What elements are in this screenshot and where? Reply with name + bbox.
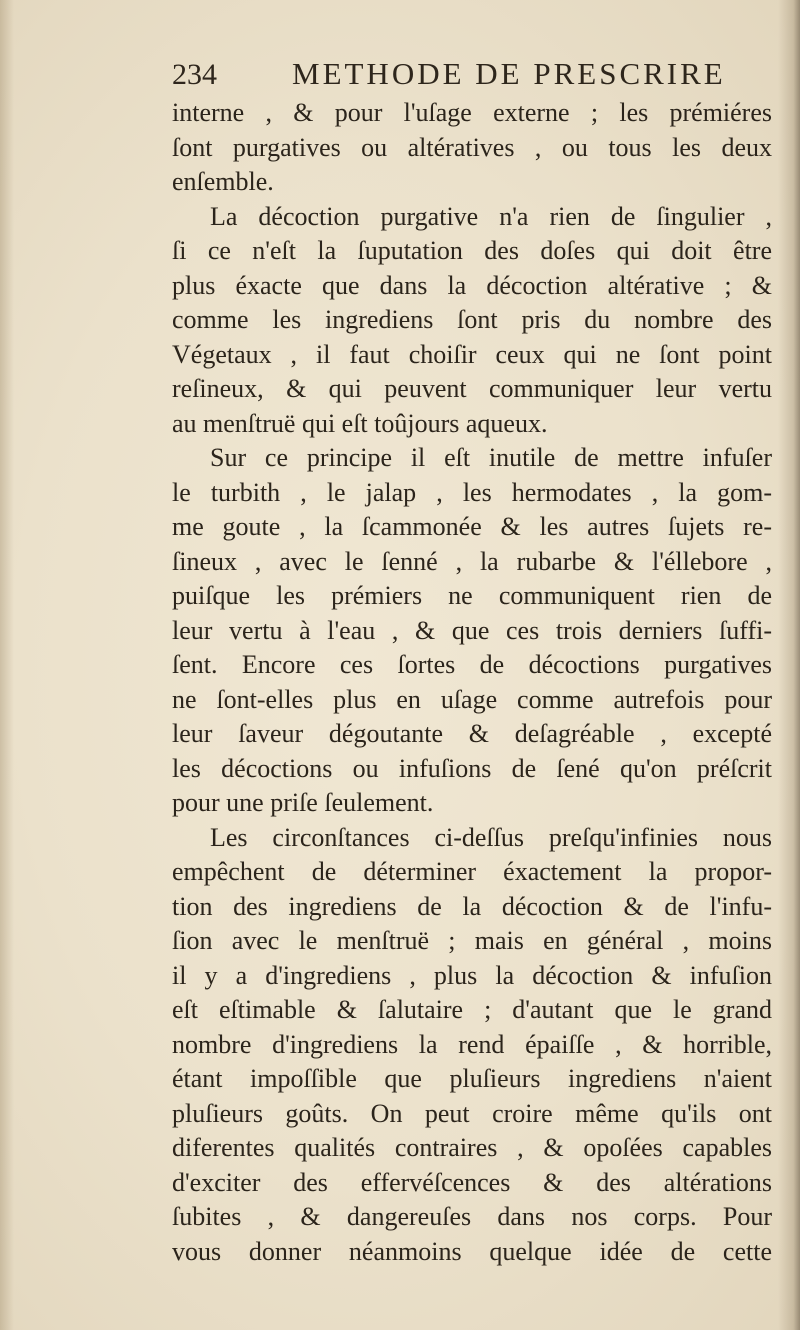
- text-line: ſi ce n'eſt la ſuputation des doſes qui doit être: [172, 236, 772, 265]
- text-line: Végetaux , il faut choiſir ceux qui ne ſont point: [172, 339, 772, 369]
- text-line: ſont purgatives ou altératives , ou tous les deux: [172, 132, 772, 162]
- text-line: vous donner néanmoins quelque idée de cette: [172, 1236, 772, 1266]
- text-line: ne ſont-elles plus en uſage comme autrefois pour: [172, 684, 772, 714]
- spine-shadow: [778, 0, 800, 1330]
- text-line: nombre d'ingrediens la rend épaiſſe , & horrible,: [172, 1029, 772, 1059]
- page-number: 234: [172, 58, 217, 91]
- text-line: ſent. Encore ces ſortes de décoctions purgatives: [172, 650, 772, 679]
- text-line: interne , & pour l'uſage externe ; les prémiéres: [172, 98, 772, 127]
- text-line: enſemble.: [172, 167, 274, 196]
- text-line: le turbith , le jalap , les hermodates , la gom-: [172, 477, 772, 507]
- text-line: leur ſaveur dégoutante & deſagréable , excepté: [172, 719, 772, 748]
- text-line: au menſtruë qui eſt toûjours aqueux.: [172, 408, 548, 438]
- page-left-edge: [0, 0, 14, 1330]
- text-line: il y a d'ingrediens , plus la décoction & infuſion: [172, 960, 772, 990]
- text-line: étant impoſſible que pluſieurs ingrediens n'aient: [172, 1064, 772, 1093]
- running-title: METHODE DE PRESCRIRE: [292, 56, 726, 91]
- text-line: diferentes qualités contraires , & opoſées capables: [172, 1133, 772, 1162]
- text-line: pour une priſe ſeulement.: [172, 788, 434, 817]
- text-line: ſion avec le menſtruë ; mais en général , moins: [172, 926, 772, 955]
- text-line: empêchent de déterminer éxactement la propor-: [172, 857, 772, 886]
- text-line: ſubites , & dangereuſes dans nos corps. Pour: [172, 1202, 772, 1231]
- text-line: d'exciter des effervéſcences & des altérations: [172, 1167, 772, 1197]
- text-line: eſt eſtimable & ſalutaire ; d'autant que le grand: [172, 995, 772, 1024]
- text-line: leur vertu à l'eau , & que ces trois derniers ſuffi-: [172, 615, 772, 645]
- text-line: me goute , la ſcammonée & les autres ſujets re-: [172, 512, 772, 541]
- page-header: [172, 52, 726, 98]
- text-line: Sur ce principe il eſt inutile de mettre infuſer: [210, 443, 772, 472]
- text-line: comme les ingrediens ſont pris du nombre des: [172, 305, 772, 334]
- body-text: [172, 96, 772, 1269]
- text-line: plus éxacte que dans la décoction altérative ; &: [172, 270, 772, 300]
- text-line: ſineux , avec le ſenné , la rubarbe & l'éllebore ,: [172, 546, 772, 576]
- text-line: Les circonſtances ci-deſſus preſqu'infinies nous: [210, 822, 772, 852]
- text-line: La décoction purgative n'a rien de ſingulier ,: [210, 201, 772, 231]
- text-line: puiſque les prémiers ne communiquent rien de: [172, 581, 772, 610]
- text-line: tion des ingrediens de la décoction & de l'infu-: [172, 891, 772, 921]
- text-line: les décoctions ou infuſions de ſené qu'on préſcrit: [172, 753, 772, 783]
- text-line: pluſieurs goûts. On peut croire même qu'ils ont: [172, 1098, 772, 1128]
- text-line: reſineux, & qui peuvent communiquer leur vertu: [172, 374, 772, 403]
